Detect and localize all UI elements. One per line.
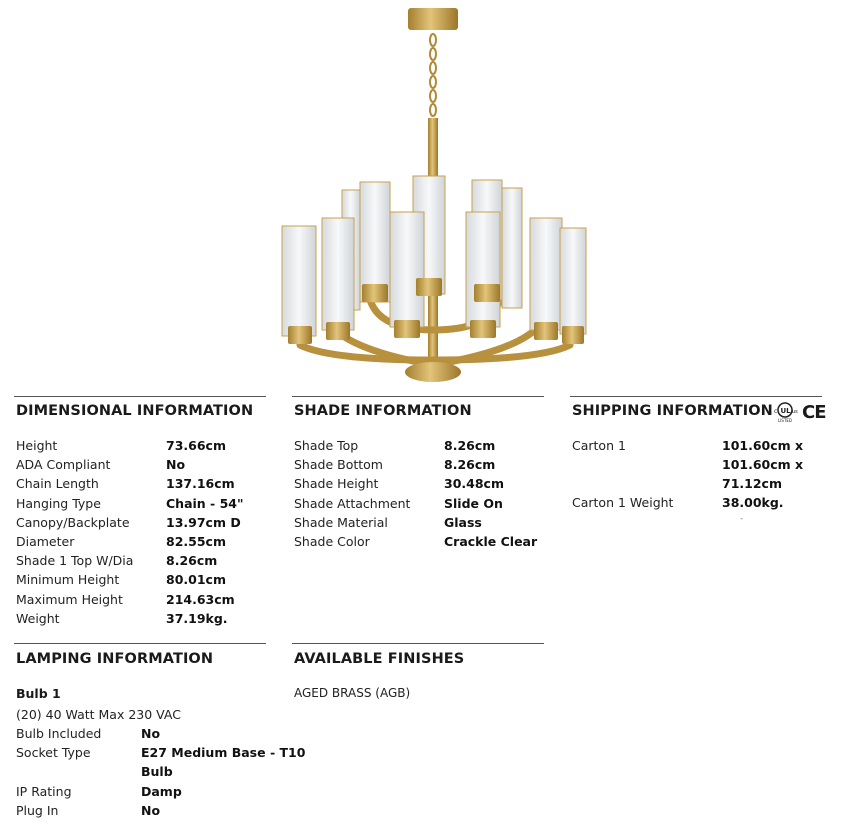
dash-text: - xyxy=(740,514,744,524)
spec-value: Crackle Clear xyxy=(444,534,538,549)
spec-row xyxy=(16,764,276,783)
spec-value: 37.19kg. xyxy=(166,610,228,626)
spec-row xyxy=(16,476,266,495)
spec-label: Hanging Type xyxy=(16,495,101,511)
spec-row xyxy=(294,457,544,476)
shipping-section xyxy=(572,403,773,419)
spec-row xyxy=(16,592,266,611)
spec-value: Bulb xyxy=(141,764,173,780)
carton-dimension: 101.60cm x xyxy=(722,457,804,472)
spec-value: No xyxy=(141,726,161,741)
product-image xyxy=(270,0,590,390)
spec-row xyxy=(16,553,266,572)
shipping-rows xyxy=(572,438,822,528)
carton-dimension: 71.12cm xyxy=(722,476,782,491)
spec-value: 8.26cm xyxy=(444,457,496,473)
spec-value: 137.16cm xyxy=(166,476,235,492)
ce-mark-icon: CE xyxy=(802,401,826,423)
spec-row xyxy=(16,457,266,476)
spec-label: Shade Height xyxy=(294,476,379,492)
section-title: DIMENSIONAL INFORMATION xyxy=(16,403,254,419)
carton-weight-label: Carton 1 Weight xyxy=(572,495,674,510)
section-title: AVAILABLE FINISHES xyxy=(294,651,465,667)
divider xyxy=(570,396,822,397)
spec-row xyxy=(16,534,266,553)
spec-label: IP Rating xyxy=(16,783,72,799)
spec-row xyxy=(16,496,266,515)
spec-value: No xyxy=(166,457,186,473)
spec-value: 30.48cm xyxy=(444,476,504,492)
spec-label: Shade 1 Top W/Dia xyxy=(16,553,134,569)
certification-marks xyxy=(772,401,826,423)
spec-label: ADA Compliant xyxy=(16,457,111,473)
divider xyxy=(292,643,544,644)
spec-row xyxy=(16,572,266,591)
spec-value: Damp xyxy=(141,783,182,799)
spec-value: 214.63cm xyxy=(166,591,235,607)
ul-listed-icon xyxy=(772,401,800,423)
spec-value: No xyxy=(141,802,161,818)
bulb-title: Bulb 1 xyxy=(16,686,61,701)
chandelier-illustration xyxy=(270,0,590,390)
spec-label: Canopy/Backplate xyxy=(16,514,130,530)
spec-label: Height xyxy=(16,438,58,453)
spec-label: Minimum Height xyxy=(16,572,120,588)
spec-label: Shade Attachment xyxy=(294,495,411,511)
spec-row xyxy=(16,784,276,803)
svg-text:us: us xyxy=(792,409,798,415)
spec-row xyxy=(16,745,306,764)
spec-value: 8.26cm xyxy=(444,438,496,453)
spec-label: Maximum Height xyxy=(16,591,123,607)
spec-row xyxy=(294,496,544,515)
spec-value: 8.26cm xyxy=(166,553,218,569)
spec-value: Glass xyxy=(444,514,482,530)
spec-value: Slide On xyxy=(444,495,503,511)
carton-label: Carton 1 xyxy=(572,438,626,453)
divider xyxy=(14,396,266,397)
spec-label: Chain Length xyxy=(16,476,99,492)
spec-row xyxy=(16,515,266,534)
spec-row xyxy=(294,534,544,553)
spec-label: Bulb Included xyxy=(16,726,102,741)
lamping-section xyxy=(16,651,213,667)
spec-row xyxy=(16,726,276,745)
spec-row xyxy=(294,476,544,495)
spec-value: 82.55cm xyxy=(166,534,226,549)
spec-value: Chain - 54" xyxy=(166,495,244,511)
divider xyxy=(14,643,266,644)
bulb-description: (20) 40 Watt Max 230 VAC xyxy=(16,707,181,722)
carton-weight-value: 38.00kg. xyxy=(722,495,784,510)
carton-dimension: 101.60cm x xyxy=(722,438,804,453)
spec-row xyxy=(16,803,276,822)
spec-row xyxy=(16,611,266,630)
spec-value: 13.97cm D xyxy=(166,514,241,530)
divider xyxy=(292,396,544,397)
svg-text:c: c xyxy=(774,408,778,415)
spec-label: Shade Material xyxy=(294,514,388,530)
spec-label: Socket Type xyxy=(16,745,91,761)
section-title: SHIPPING INFORMATION xyxy=(572,403,773,419)
spec-label: Plug In xyxy=(16,802,59,818)
finish-item: AGED BRASS (AGB) xyxy=(294,686,411,700)
section-title: SHADE INFORMATION xyxy=(294,403,472,419)
spec-label: Weight xyxy=(16,610,60,626)
spec-label: Shade Bottom xyxy=(294,457,383,473)
spec-label: Shade Color xyxy=(294,534,370,549)
finishes-section xyxy=(294,651,464,667)
spec-row xyxy=(294,438,544,457)
spec-label: Shade Top xyxy=(294,438,359,453)
svg-text:UL: UL xyxy=(780,407,791,415)
spec-row xyxy=(16,438,266,457)
svg-text:LISTED: LISTED xyxy=(778,418,792,423)
section-title: LAMPING INFORMATION xyxy=(16,651,214,667)
spec-label: Diameter xyxy=(16,534,75,549)
spec-value: 80.01cm xyxy=(166,572,226,588)
shade-section xyxy=(294,403,472,419)
spec-value: E27 Medium Base - T10 xyxy=(141,745,306,761)
spec-row xyxy=(294,515,544,534)
dimensional-section xyxy=(16,403,253,419)
spec-value: 73.66cm xyxy=(166,438,226,453)
